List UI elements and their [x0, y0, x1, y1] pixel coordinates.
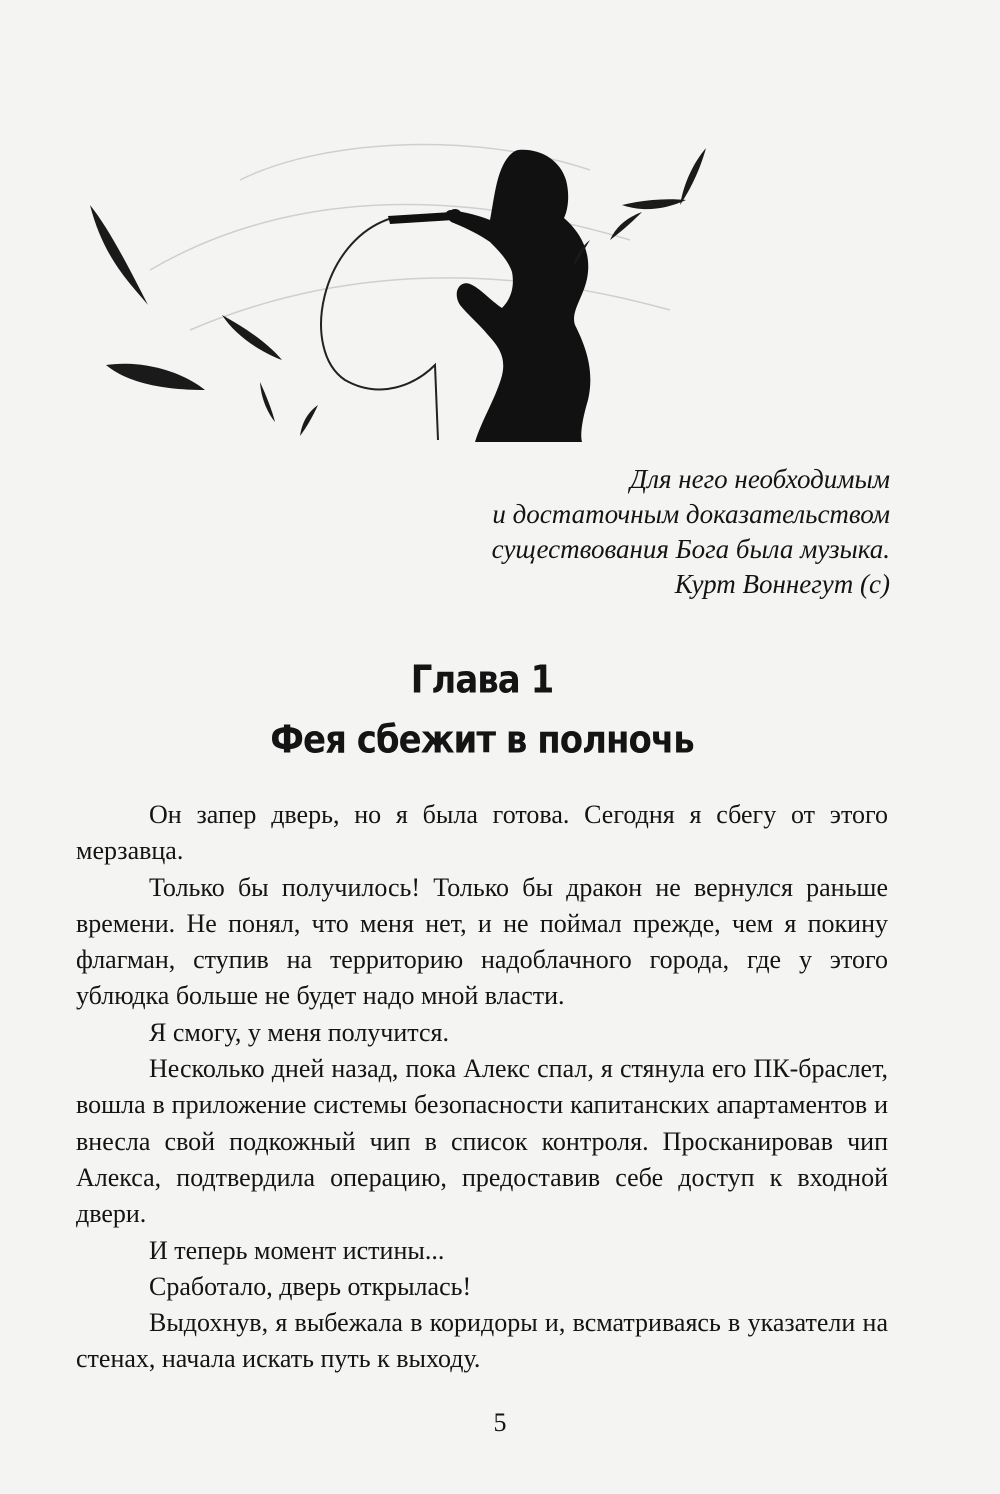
paragraph: Выдохнув, я выбежала в коридоры и, всматриваясь в указатели на стенах, начала искать путь к выходу.	[76, 1308, 888, 1374]
paragraph: Сработало, дверь открылась!	[149, 1271, 472, 1301]
paragraph: Несколько дней назад, пока Алекс спал, я стянула его ПК-браслет, вошла в приложение системы безопасности капитанских апартаментов и внесла свой подкожный чип в список контроля. Просканировав чип Алекса, подтвердила операцию, предоставив себе доступ к входной двери.	[76, 1054, 888, 1229]
paragraph: И теперь момент истины...	[149, 1235, 445, 1265]
feather-icon	[300, 405, 318, 436]
epigraph-author: Курт Воннегут (с)	[674, 569, 890, 599]
feather-icon	[610, 212, 642, 240]
chapter-body	[76, 797, 888, 1378]
epigraph	[330, 462, 890, 602]
paragraph: Я смогу, у меня получится.	[149, 1017, 449, 1047]
feather-icon	[222, 315, 282, 360]
microphone-cable	[321, 218, 438, 440]
page-number: 5	[493, 1408, 507, 1437]
feather-icon	[680, 148, 706, 205]
chapter-title: Фея сбежит в полночь	[270, 717, 694, 763]
epigraph-line: существования Бога была музыка.	[491, 534, 890, 564]
epigraph-line: Для него необходимым	[630, 464, 890, 494]
feather-icon	[622, 199, 686, 209]
feather-icon	[106, 364, 205, 390]
singer-with-feathers-illustration	[70, 120, 730, 460]
feather-icon	[90, 205, 148, 305]
chapter-number: Глава 1	[410, 657, 554, 703]
singer-silhouette	[388, 150, 590, 442]
paragraph: Он запер дверь, но я была готова. Сегодня я сбегу от этого мерзавца.	[76, 800, 888, 866]
feather-icon	[260, 382, 275, 422]
epigraph-line: и достаточным доказательством	[492, 499, 890, 529]
feather-icons	[90, 148, 706, 436]
paragraph: Только бы получилось! Только бы дракон не вернулся раньше времени. Не понял, что меня нет, и не поймал прежде, чем я покину флагман, ступив на территорию надоблачного города, где у этого ублюдка больше не будет надо мной власти.	[76, 872, 888, 1011]
background-swirls	[150, 145, 670, 330]
